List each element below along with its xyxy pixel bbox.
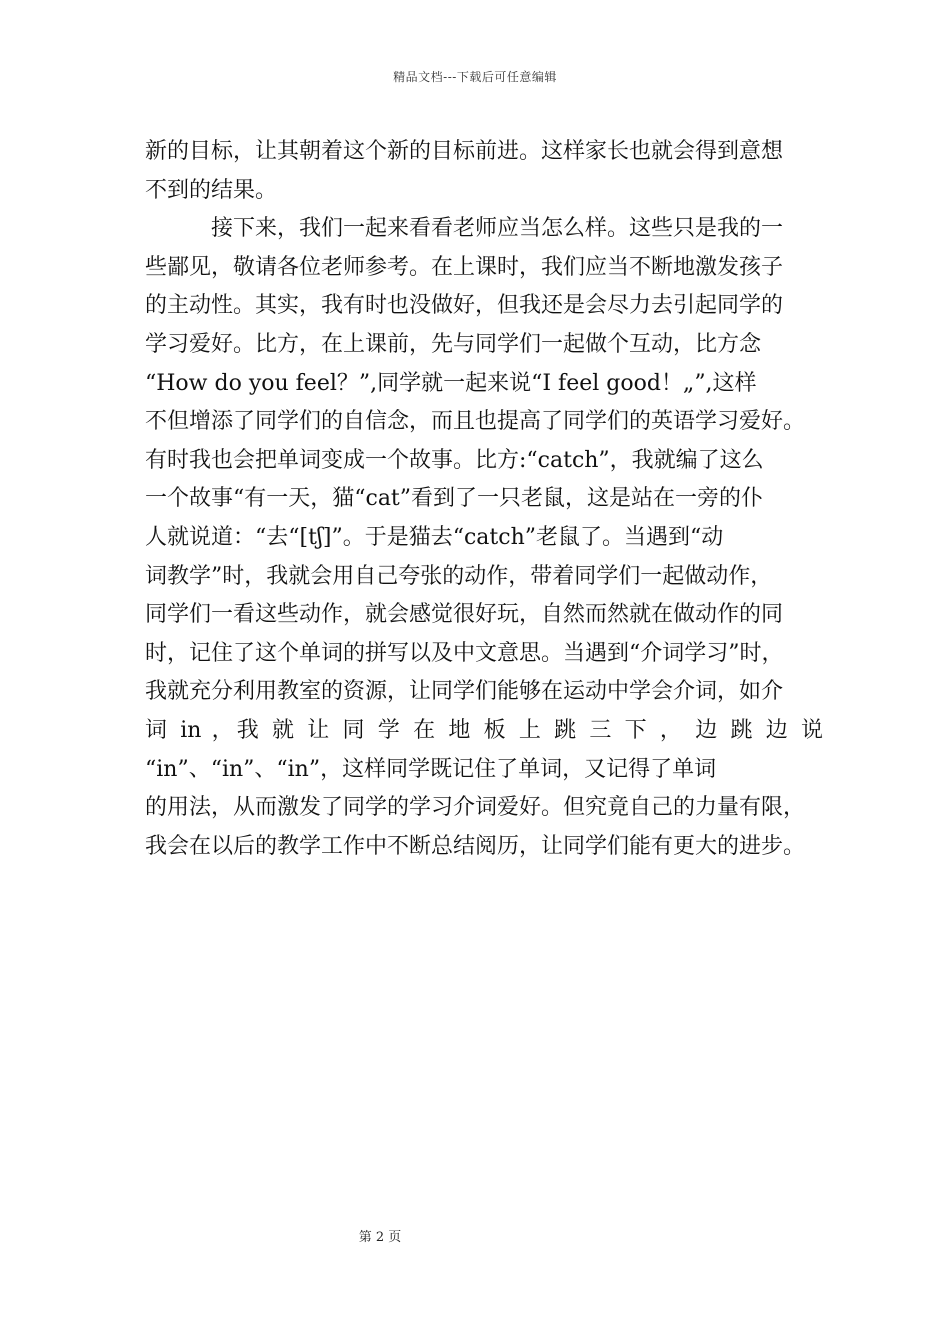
page-header: 精品文档---下载后可任意编辑 bbox=[393, 70, 557, 84]
paragraph-first-line: 接下来，我们一起来看看老师应当怎么样。这些只是我的一 bbox=[211, 216, 784, 242]
text-line: 一个故事“有一天，猫“cat”看到了一只老鼠，这是站在一旁的仆 bbox=[145, 486, 764, 512]
text-line: 我会在以后的教学工作中不断总结阅历，让同学们能有更大的进步。 bbox=[145, 833, 806, 859]
text-line: 的主动性。其实，我有时也没做好，但我还是会尽力去引起同学的 bbox=[145, 293, 784, 319]
text-line: 词 in ，我 就 让 同 学 在 地 板 上 跳 三 下 ， 边 跳 边 说 bbox=[145, 717, 823, 743]
text-line: 同学们一看这些动作，就会感觉很好玩，自然而然就在做动作的同 bbox=[145, 602, 784, 628]
text-line: 不但增添了同学们的自信念，而且也提高了同学们的英语学习爱好。 bbox=[145, 409, 806, 435]
body-paragraphs bbox=[145, 133, 823, 866]
text-line: 词教学”时，我就会用自己夸张的动作，带着同学们一起做动作， bbox=[145, 563, 773, 589]
text-line: 我就充分利用教室的资源，让同学们能够在运动中学会介词，如介 bbox=[145, 679, 784, 705]
text-line: 不到的结果。 bbox=[145, 177, 278, 203]
text-line: “How do you feel？”,同学就一起来说“I feel good！„”,这样 bbox=[145, 370, 757, 396]
text-line: 人就说道：“去“[tʃ]”。于是猫去“catch”老鼠了。当遇到“动 bbox=[145, 524, 724, 550]
page-number: 第 2 页 bbox=[358, 1230, 402, 1245]
text-line: 些鄙见，敬请各位老师参考。在上课时，我们应当不断地激发孩子 bbox=[145, 254, 784, 280]
text-line: 新的目标，让其朝着这个新的目标前进。这样家长也就会得到意想 bbox=[145, 139, 784, 164]
text-line: 的用法，从而激发了同学的学习介词爱好。但究竟自己的力量有限， bbox=[145, 795, 806, 821]
text-line: 时，记住了这个单词的拼写以及中文意思。当遇到“介词学习”时， bbox=[145, 640, 784, 666]
text-line: 有时我也会把单词变成一个故事。比方:“catch”，我就编了这么 bbox=[145, 447, 764, 473]
text-line: “in”、“in”、“in”，这样同学既记住了单词，又记得了单词 bbox=[145, 756, 717, 782]
text-line: 学习爱好。比方，在上课前，先与同学们一起做个互动，比方念 bbox=[145, 331, 762, 357]
